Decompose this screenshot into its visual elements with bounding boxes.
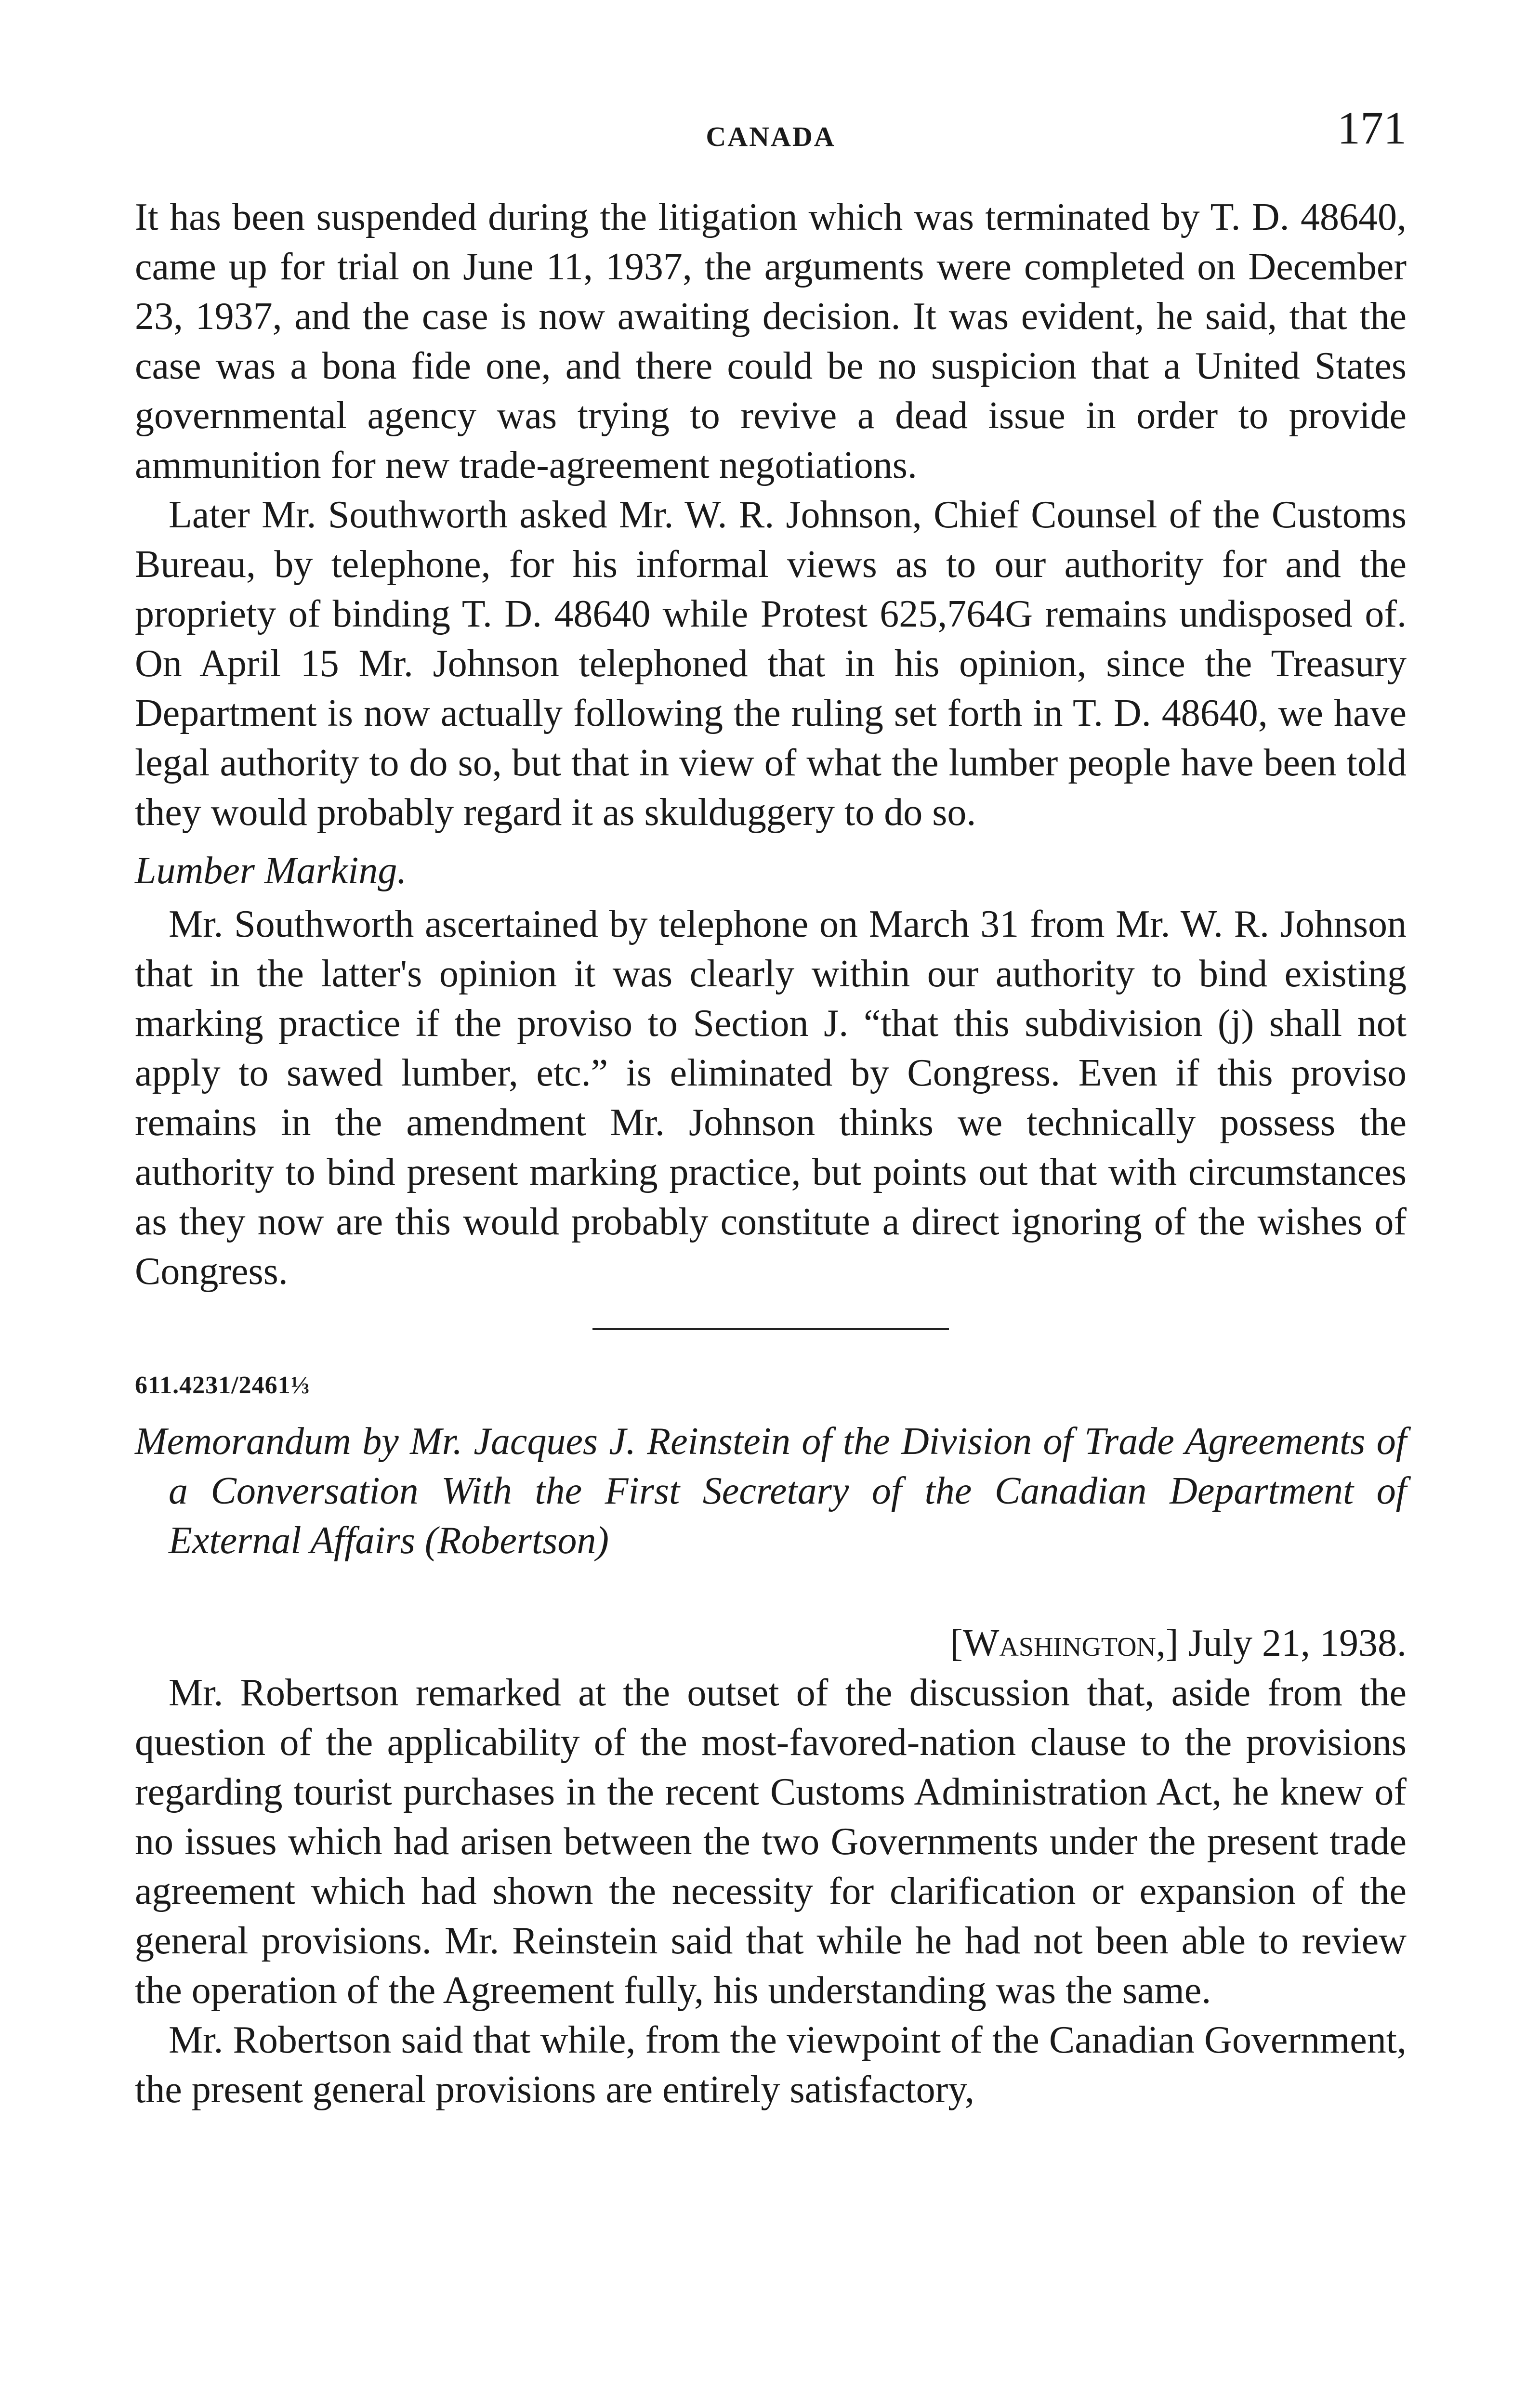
paragraph-robertson-remarks: Mr. Robertson remarked at the outset of the discussion that, aside from the question of the applicability of the most-favored-nation clause to the provisions regarding tourist purchases in the recent Customs Administration Act, he knew of no issues which had arisen between the two Governments under the present trade agreement which had shown the necessity for clarification or expansion of the general provisions. Mr. Reinstein said that while he had not been able to review the operation of the Agreement fully, his understanding was the same. (135, 1672, 1407, 2012)
dateline (135, 1619, 1407, 1668)
file-number: 611.4231/2461⅓ (135, 1372, 310, 1399)
page-header (135, 101, 1407, 183)
section-subhead-lumber-marking: Lumber Marking. (135, 850, 407, 892)
paragraph-continuation: It has been suspended during the litigation which was terminated by T. D. 48640, came up for trial on June 11, 1937, the arguments were completed on December 23, 1937, and the case is now awaiting decision. It was evident, he said, that the case was a bona fide one, and there could be no suspicion that a United States governmental agency was trying to revive a dead issue in order to provide ammunition for new trade-agreement negotiations. (135, 196, 1407, 486)
paragraph-robertson-viewpoint: Mr. Robertson said that while, from the viewpoint of the Canadian Government, the present general provisions are entirely satisfactory, (135, 2019, 1407, 2111)
paragraph-southworth-johnson: Later Mr. Southworth asked Mr. W. R. Johnson, Chief Counsel of the Customs Bureau, by telephone, for his informal views as to our authority for and the propriety of binding T. D. 48640 while Protest 625,764G remains undisposed of. On April 15 Mr. Johnson telephoned that in his opinion, since the Treasury Department is now actually following the ruling set forth in T. D. 48640, we have legal authority to do so, but that in view of what the lumber people have been told they would probably regard it as skulduggery to do so. (135, 494, 1407, 834)
section-divider (592, 1328, 949, 1330)
memorandum-title: Memorandum by Mr. Jacques J. Reinstein of the Division of Trade Agreements of a Conversation With the First Secretary of the Canadian Department of External Affairs (Robertson) (135, 1420, 1407, 1562)
page-body (135, 193, 1407, 2115)
paragraph-lumber-marking: Mr. Southworth ascertained by telephone on March 31 from Mr. W. R. Johnson that in the latter's opinion it was clearly within our authority to bind existing marking practice if the proviso to Section J. “that this subdivision (j) shall not apply to sawed lumber, etc.” is eliminated by Congress. Even if this proviso remains in the amendment Mr. Johnson thinks we technically possess the authority to bind present marking practice, but points out that with circumstances as they now are this would probably constitute a direct ignoring of the wishes of Congress. (135, 903, 1407, 1293)
page-number: 171 (1337, 102, 1407, 154)
dateline-date: July 21, 1938. (1188, 1622, 1407, 1664)
dateline-place: [Washington,] (950, 1622, 1179, 1664)
running-head: CANADA (706, 121, 836, 152)
